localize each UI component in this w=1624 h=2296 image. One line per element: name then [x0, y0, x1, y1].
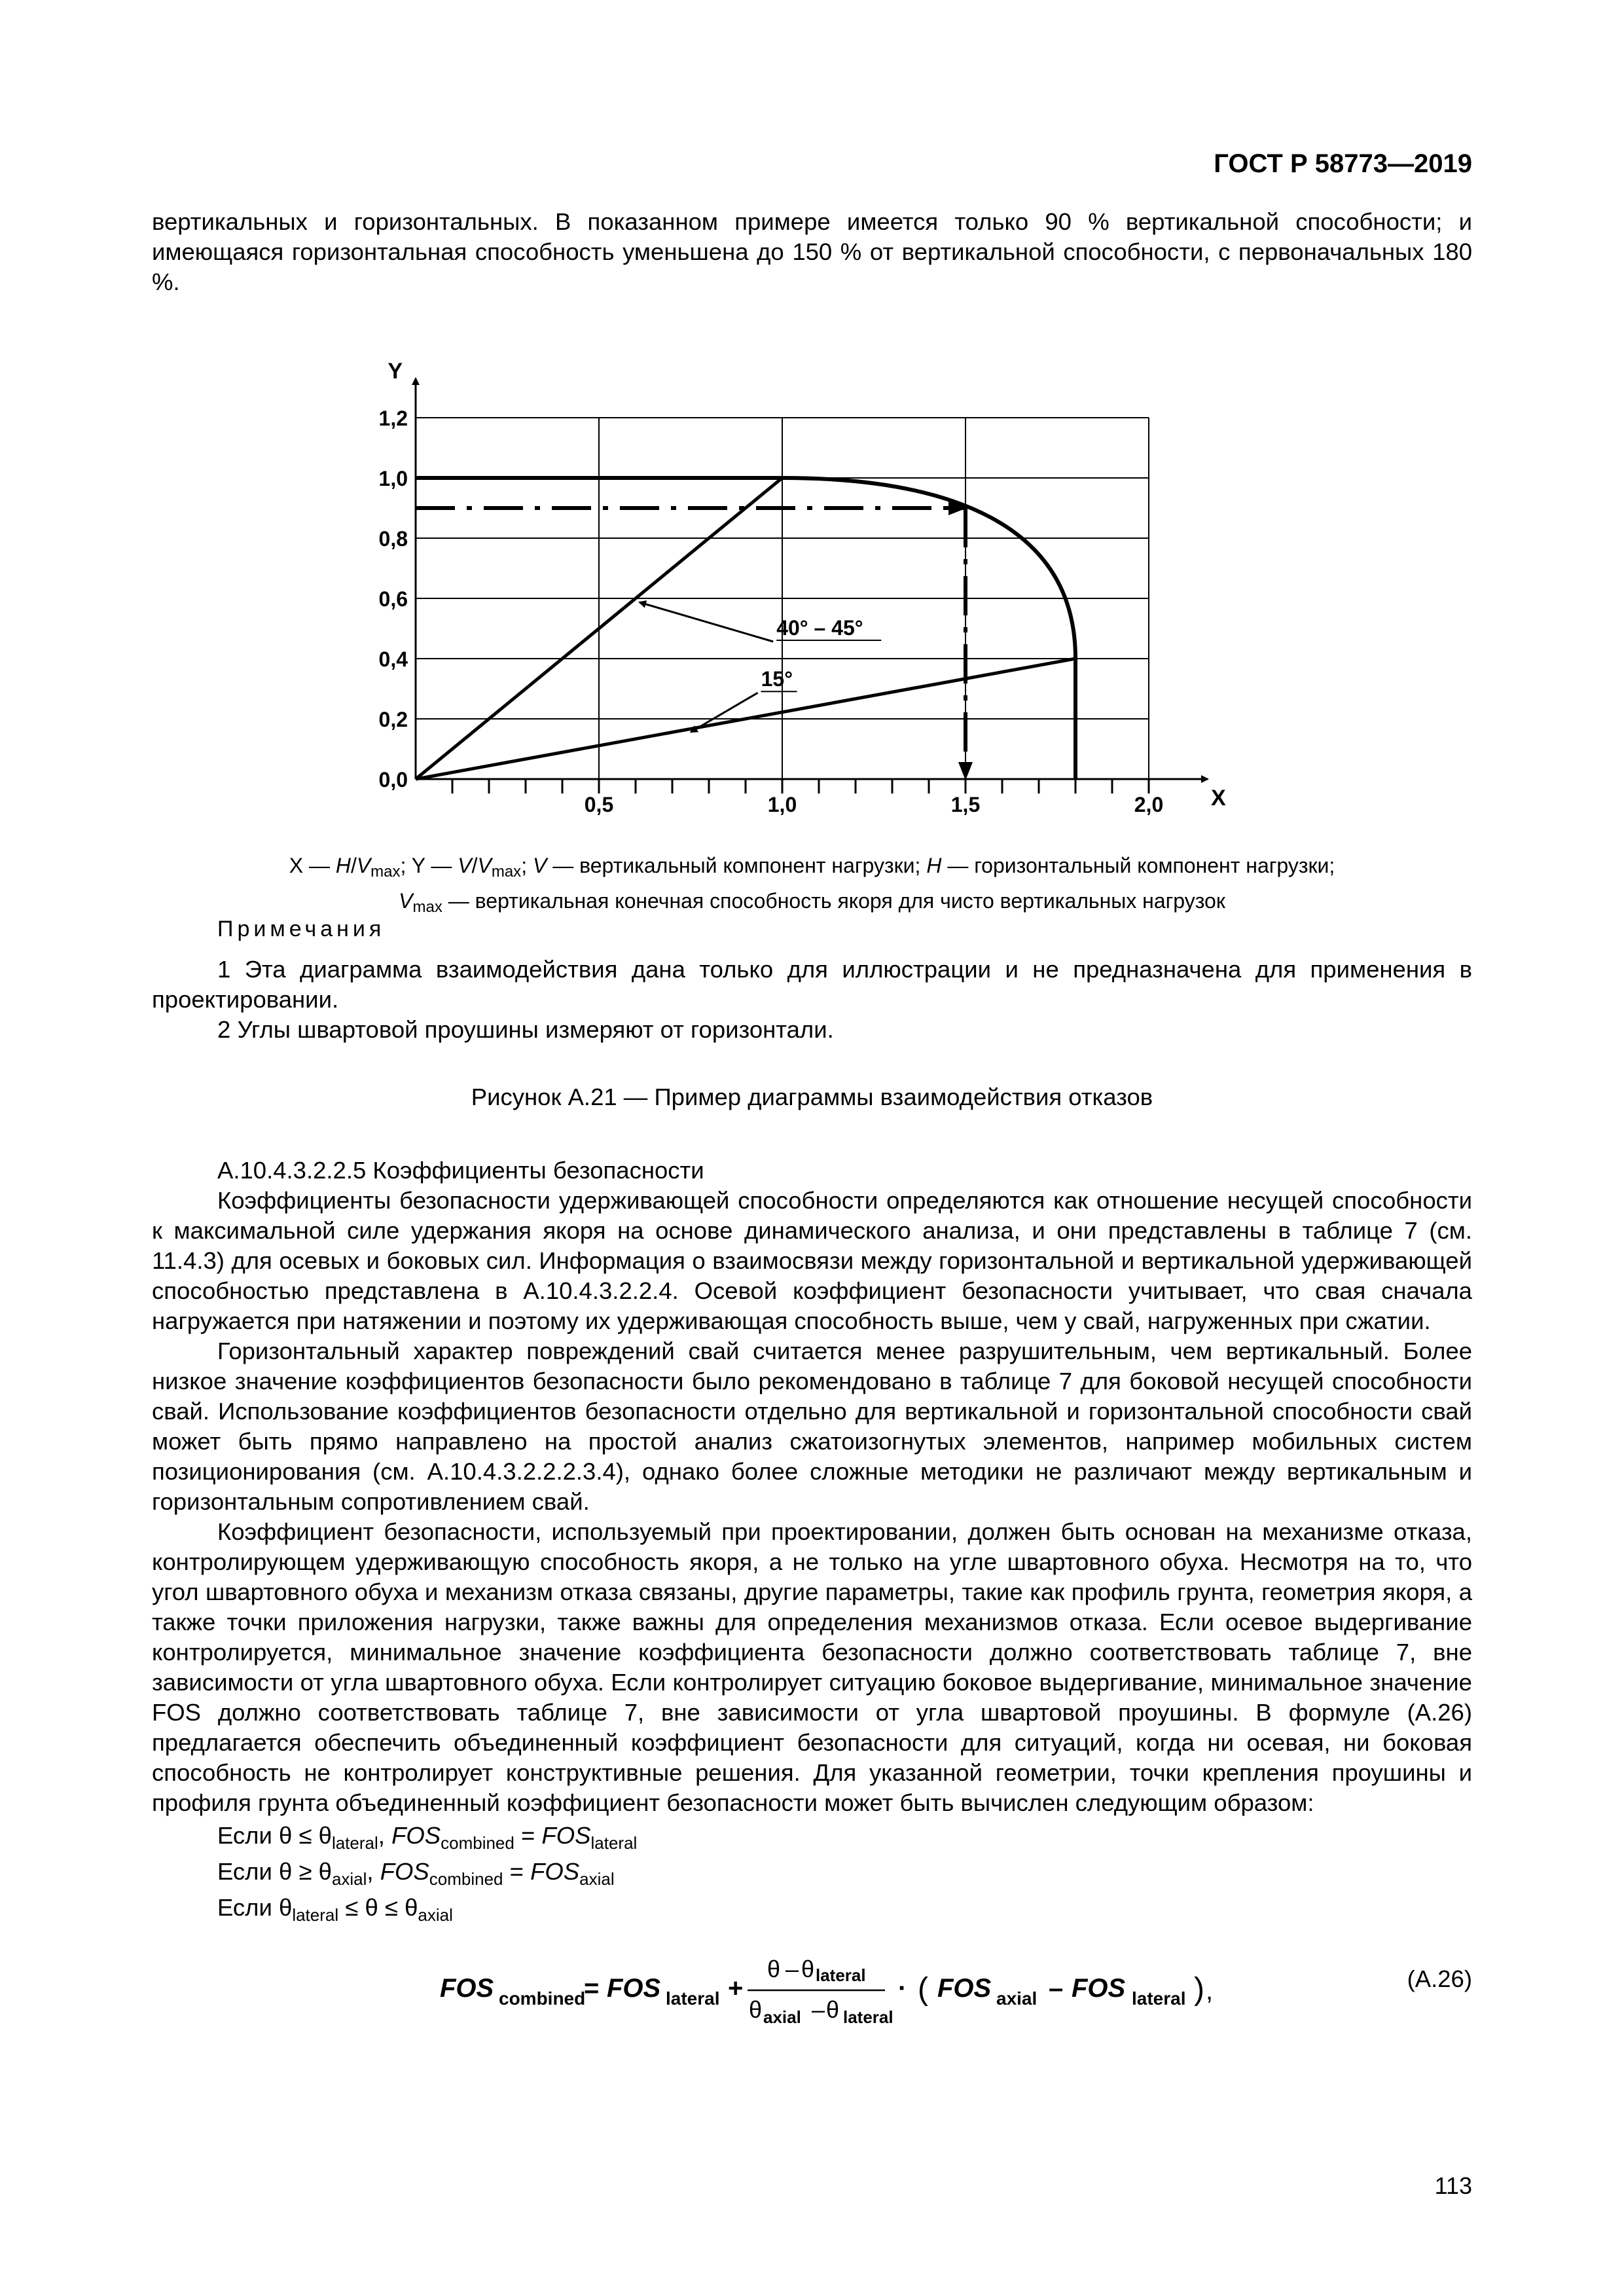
formula-sub-combined: combined	[499, 1988, 586, 2009]
formula-a26	[152, 1944, 1472, 2036]
note-2: 2 Углы швартовой проушины измеряют от горизонтали.	[217, 1016, 834, 1043]
interaction-curve	[416, 478, 1075, 779]
formula-den-sub-axial: axial	[763, 2007, 801, 2027]
interaction-diagram	[353, 340, 1270, 854]
y-tick-label: 1,0	[378, 467, 408, 490]
formula-comma: ,	[1206, 1977, 1214, 2005]
formula-den-theta: θ	[749, 1996, 763, 2023]
intro-paragraph: вертикальных и горизонтальных. В показанном примере имеется только 90 % вертикальной способности; и имеющаяся горизонтальная способность уменьшена до 150 % от вертикальной способности, с первоначальных 180 %.	[152, 208, 1472, 295]
annotation-leader-15	[691, 693, 757, 732]
x-tick-label: 0,5	[584, 793, 614, 816]
condition-3: Если $\theta_{lateral} \le \theta \le \theta_{axial}$	[217, 1894, 453, 1925]
paragraph-2: Горизонтальный характер повреждений свай считается менее разрушительным, чем вертикальный. Более низкое значение коэффициентов безопасности было рекомендовано в таблице 7 для боковой несущей способности свай. Использование коэффициентов безопасности отдельно для вертикальной и горизонтальной способности свай может быть прямо направлено на простой анализ сжатоизогнутых элементов, например мобильных систем позиционирования (см. А.10.4.3.2.2.2.3.4), однако более сложные методики не различают между вертикальным и горизонтальным сопротивлением свай.	[152, 1338, 1472, 1515]
formula-num-theta: θ	[767, 1956, 781, 1982]
formula-fos-4: FOS	[1072, 1974, 1126, 2003]
x-tick-label: 2,0	[1134, 793, 1164, 816]
y-tick-label: 0,2	[378, 708, 408, 731]
legend-line-2: $V_{max}$ — вертикальная конечная способность якоря для чисто вертикальных нагрузок	[399, 889, 1225, 916]
formula-fos-2: FOS	[607, 1974, 661, 2003]
section-heading: А.10.4.3.2.2.5 Коэффициенты безопасности	[217, 1157, 704, 1184]
formula-dot: ·	[898, 1974, 907, 2003]
y-tick-label: 0,4	[378, 647, 408, 671]
interaction-chart-svg	[353, 340, 1270, 851]
x-tick-label: 1,0	[767, 793, 797, 816]
x-tick-label: 1,5	[950, 793, 981, 816]
x-axis-label: X	[1211, 786, 1226, 811]
formula-rparen: )	[1194, 1972, 1204, 2007]
figure-legend	[152, 851, 1472, 922]
annotation-15: 15°	[761, 667, 793, 691]
document-code-header: ГОСТ Р 58773—2019	[1214, 149, 1472, 178]
formula-plus: +	[728, 1974, 744, 2003]
formula-den-sub-lateral: lateral	[843, 2007, 893, 2027]
formula-fos-1: FOS	[440, 1974, 494, 2003]
annotation-leader-40-45	[640, 602, 773, 642]
formula-minus: –	[1049, 1974, 1064, 2003]
formula-num-minus: –	[785, 1956, 799, 1982]
formula-sub-lateral-2: lateral	[1132, 1988, 1186, 2009]
y-tick-label: 0,6	[378, 587, 408, 611]
y-tick-label: 1,2	[378, 407, 408, 430]
legend-line-1: X — $H/V_{max}$; Y — $V/V_{max}$; V — вертикальный компонент нагрузки; H — горизонтальный компонент нагрузки;	[289, 854, 1335, 881]
y-axis-label: Y	[388, 359, 403, 384]
formula-sub-axial: axial	[996, 1988, 1038, 2009]
note-1: 1 Эта диаграмма взаимодействия дана только для иллюстрации и не предназначена для применения в проектировании.	[152, 956, 1472, 1013]
formula-den-theta2: θ	[826, 1996, 840, 2023]
formula-num-theta2: θ	[801, 1956, 815, 1982]
page-number: 113	[1434, 2172, 1472, 2199]
condition-1: Если $\theta \le \theta_{lateral}$, $FOS_{combined} = FOS_{lateral}$	[217, 1822, 638, 1853]
figure-caption: Рисунок А.21 — Пример диаграммы взаимодействия отказов	[471, 1084, 1153, 1110]
formula-num-sub-lateral: lateral	[816, 1965, 866, 1985]
paragraph-1: Коэффициенты безопасности удерживающей способности определяются как отношение несущей способности к максимальной силе удержания якоря на основе динамического анализа, и они представлены в таблице 7 (см. 11.4.3) для осевых и боковых сил. Информация о взаимосвязи между горизонтальной и вертикальной удерживающей способностью представлена в А.10.4.3.2.2.4. Осевой коэффициент безопасности учитывает, что свая сначала нагружается при натяжении и поэтому их удерживающая способность выше, чем у свай, нагруженных при сжатии.	[152, 1187, 1472, 1334]
formula-den-minus: –	[812, 1996, 825, 2023]
equation-number: (А.26)	[1407, 1965, 1472, 1992]
condition-2: Если $\theta \ge \theta_{axial}$, $FOS_{combined} = FOS_{axial}$	[217, 1858, 615, 1889]
annotation-40-45: 40° – 45°	[776, 616, 863, 640]
formula-lparen: (	[918, 1972, 928, 2007]
paragraph-3: Коэффициент безопасности, используемый при проектировании, должен быть основан на механизме отказа, контролирующем удерживающую способность якоря, а не только на угле швартовного обуха. Несмотря на то, что угол швартовного обуха и механизм отказа связаны, другие параметры, такие как профиль грунта, геометрия якоря, а также точки приложения нагрузки, также важны для определения механизмов отказа. Если осевое выдергивание контролируется, минимальное значение коэффициента безопасности должно соответствовать таблице 7, вне зависимости от угла швартовного обуха. Если контролирует ситуацию боковое выдергивание, минимальное значение FOS должно соответствовать таблице 7, вне зависимости от угла швартовой проушины. В формуле (А.26) предлагается обеспечить объединенный коэффициент безопасности для ситуаций, когда ни осевая, ни боковая способность не контролирует конструктивные решения. Для указанной геометрии, точки крепления проушины и профиля грунта объединенный коэффициент безопасности может быть вычислен следующим образом:	[152, 1518, 1472, 1816]
formula-svg	[152, 1944, 1265, 2036]
notes-title: Примечания	[217, 917, 386, 941]
formula-eq: =	[584, 1974, 600, 2003]
formula-fos-3: FOS	[937, 1974, 992, 2003]
formula-sub-lateral-1: lateral	[666, 1988, 720, 2009]
y-tick-label: 0,0	[378, 768, 408, 792]
y-tick-label: 0,8	[378, 527, 408, 551]
